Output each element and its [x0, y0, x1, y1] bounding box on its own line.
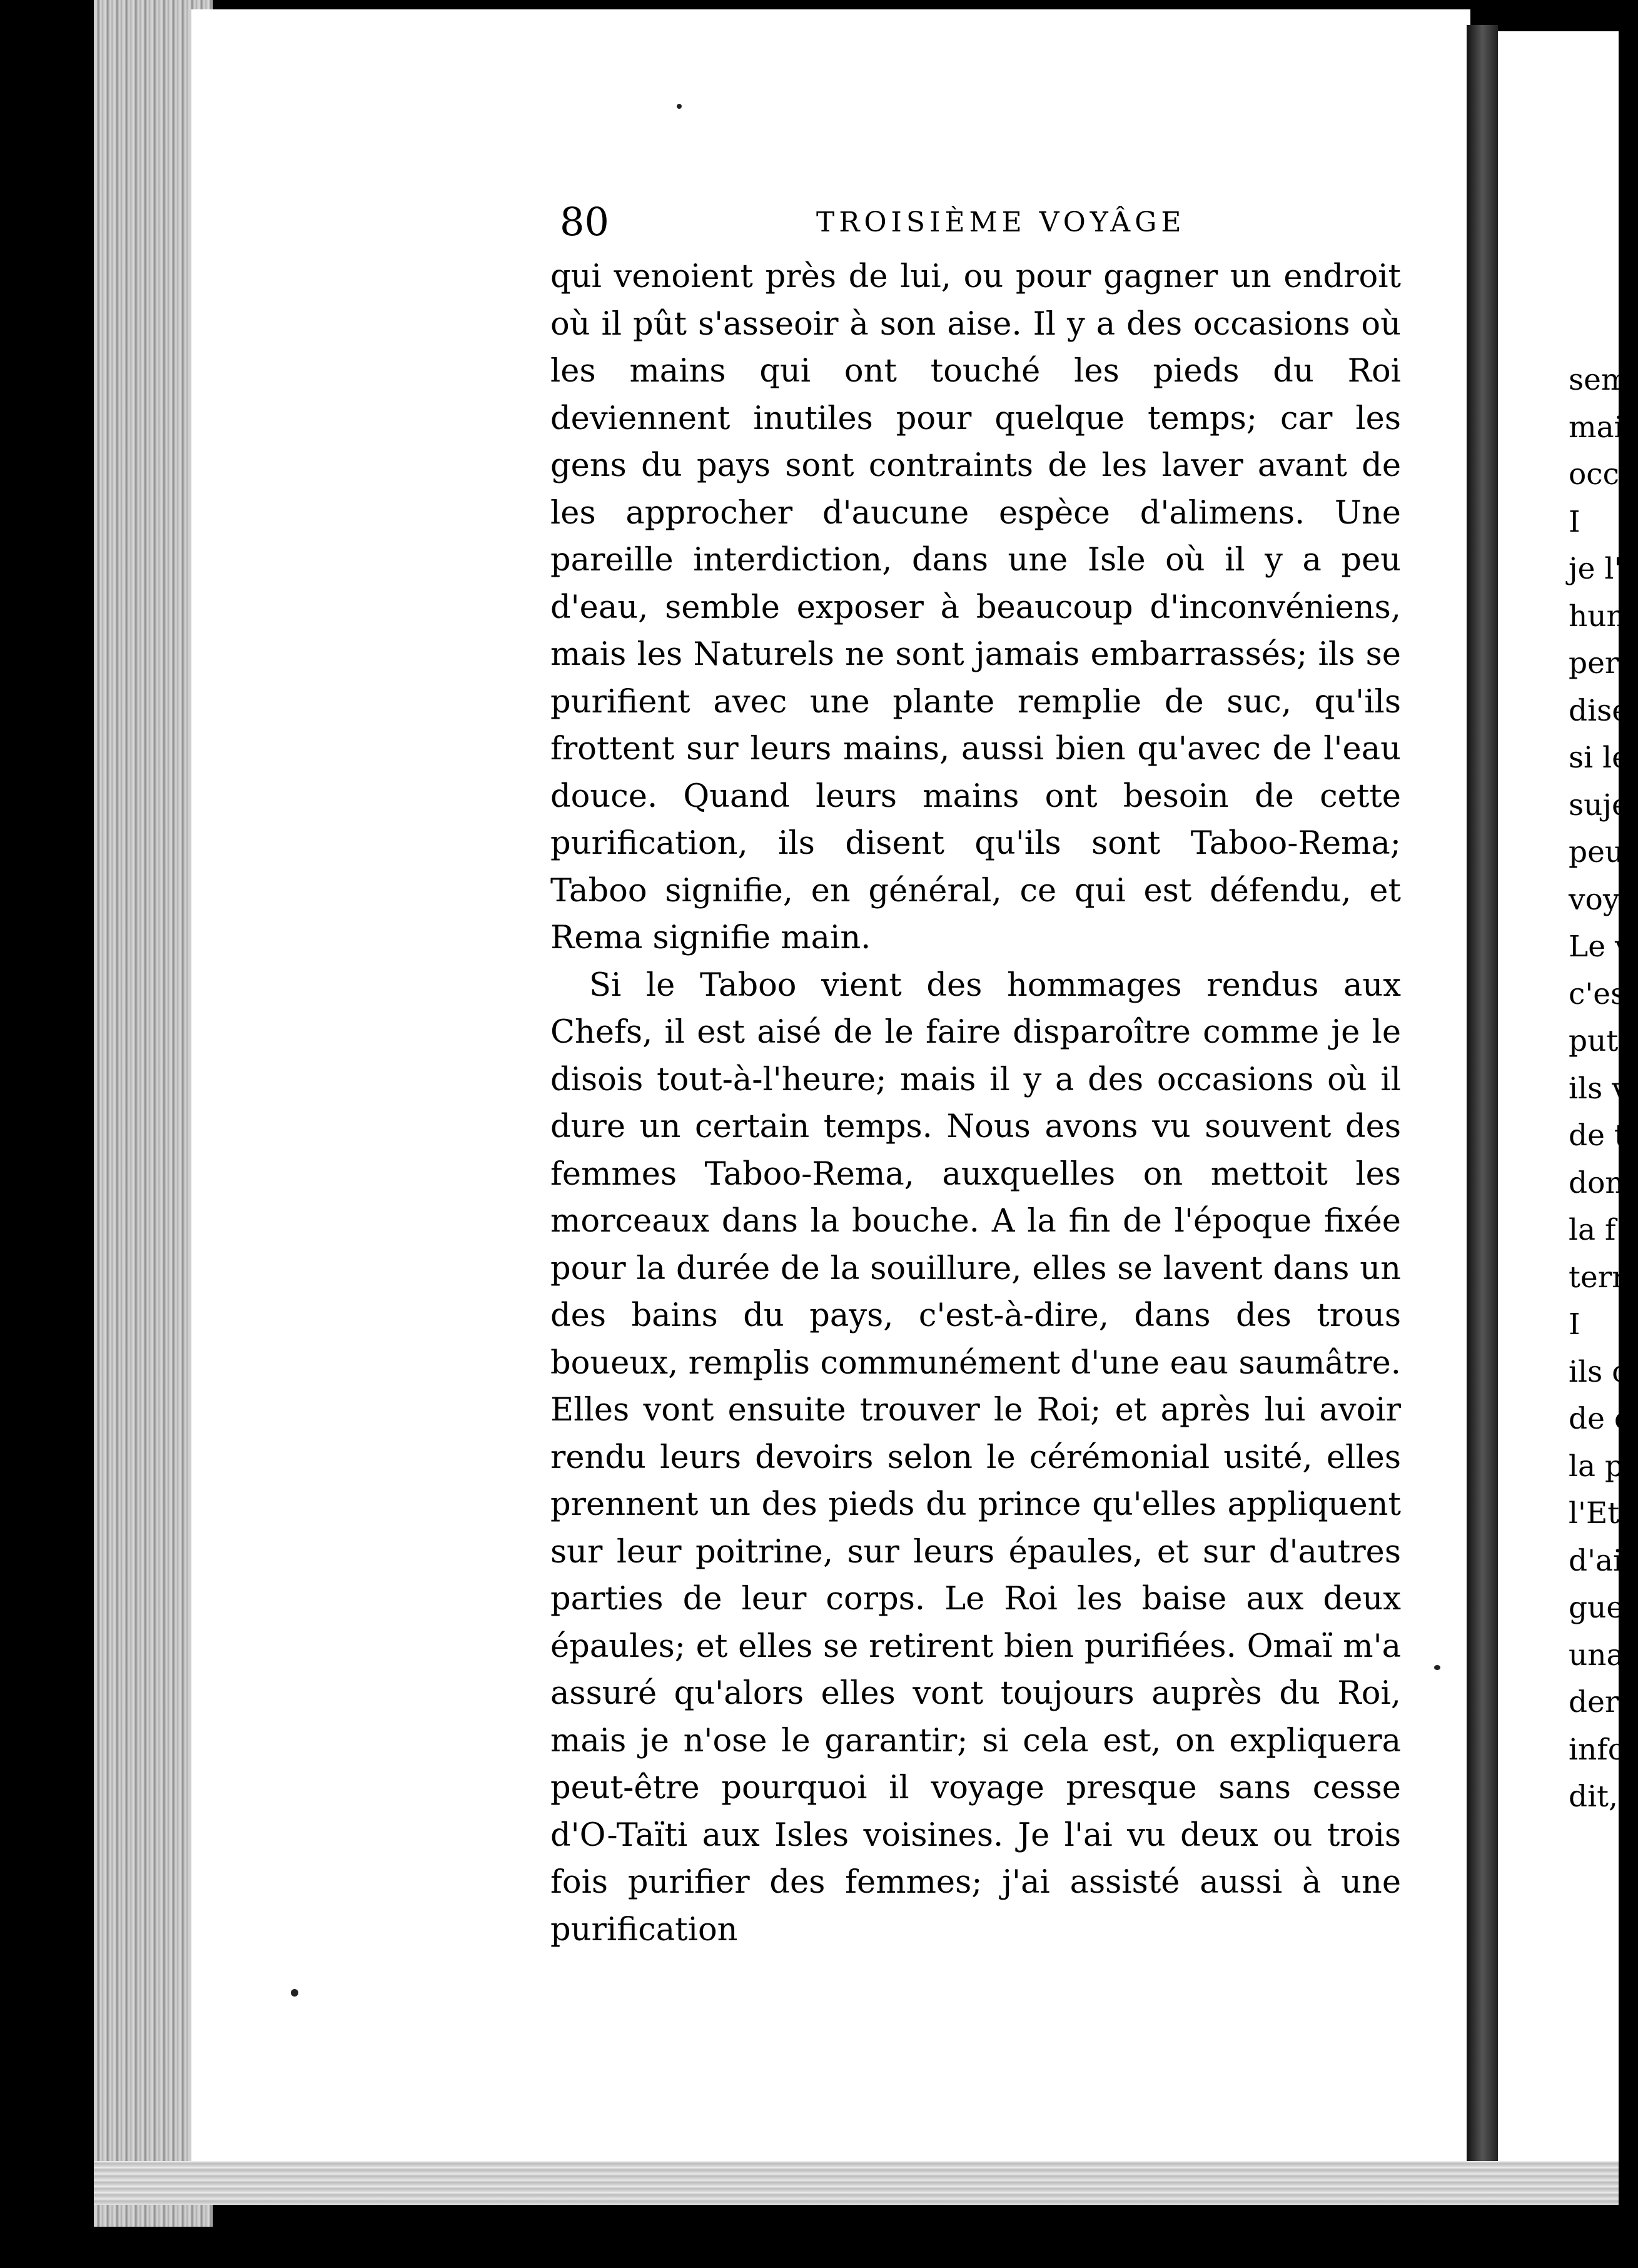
facing-page-line: Le v [1569, 929, 1632, 964]
facing-page-line: dit, [1569, 1779, 1618, 1814]
facing-page-line: c'es [1569, 976, 1626, 1011]
facing-page-line: de t [1569, 1118, 1626, 1153]
facing-page-line: info [1569, 1732, 1625, 1767]
facing-page-line: peu [1569, 835, 1624, 869]
facing-page-line: dise [1569, 693, 1630, 728]
facing-page-line: I [1569, 504, 1580, 539]
facing-page-line: voy [1569, 882, 1620, 917]
facing-page-line: una [1569, 1638, 1624, 1673]
facing-page-line: sem [1569, 363, 1629, 397]
facing-page-line: l'Eta [1569, 1496, 1637, 1531]
running-head: TROISIÈME VOYÂGE [816, 206, 1186, 238]
facing-page-text [1569, 357, 1638, 1821]
facing-page-line: hun [1569, 599, 1625, 634]
print-speck [677, 104, 682, 109]
paragraph-1: qui venoient près de lui, ou pour gagner un endroit où il pût s'asseoir à son aise. Il y a des occasions où les mains qui ont touché les pieds du Roi deviennent inutiles pour quelque temps; car les gens du pays sont contraints de les laver avant de les approcher d'aucune espèce d'alimens. Une pareille interdiction, dans une Isle où il y a peu d'eau, semble exposer à beaucoup d'inconvéniens, mais les Naturels ne sont jamais embarrassés; ils se purifient avec une plante remplie de suc, qu'ils frottent sur leurs mains, aussi bien qu'avec de l'eau douce. Quand leurs mains ont besoin de cette purification, ils disent qu'ils sont Taboo-Rema; Taboo signifie, en général, ce qui est défendu, et Rema signifie main. [550, 258, 1401, 956]
facing-page-line: terr [1569, 1260, 1626, 1295]
facing-page-line: la p [1569, 1449, 1624, 1484]
facing-page-line: put [1569, 1024, 1619, 1058]
print-speck [1434, 1665, 1440, 1670]
facing-page-line: occ [1569, 457, 1619, 492]
book-gutter [1467, 25, 1498, 2177]
facing-page-line: la f [1569, 1213, 1616, 1247]
facing-page-line: don [1569, 1165, 1624, 1200]
print-speck [291, 1989, 298, 1997]
page-number: 80 [560, 199, 609, 245]
body-text [550, 253, 1401, 1953]
facing-page-line: guer [1569, 1591, 1638, 1625]
facing-page-line: per [1569, 646, 1619, 681]
paragraph-2: Si le Taboo vient des hommages rendus aux Chefs, il est aisé de le faire disparoître comme je le disois tout-à-l'heure; mais il y a des occasions où il dure un certain temps. Nous avons vu souvent des femmes Taboo-Rema, auxquelles on mettoit les morceaux dans la bouche. A la fin de l'époque fixée pour la durée de la souillure, elles se lavent dans un des bains du pays, c'est-à-dire, dans des trous boueux, remplis communément d'une eau saumâtre. Elles vont ensuite trouver le Roi; et après lui avoir rendu leurs devoirs selon le cérémonial usité, elles prennent un des pieds du prince qu'elles appliquent sur leur poitrine, sur leurs épaules, et sur d'autres parties de leur corps. Le Roi les baise aux deux épaules; et elles se retirent bien purifiées. Omaï m'a assuré qu'alors elles vont toujours auprès du Roi, mais je n'ose le garantir; si cela est, on expliquera peut-être pourquoi il voyage presque sans cesse d'O-Taïti aux Isles voisines. Je l'ai vu deux ou trois fois purifier des femmes; j'ai assisté aussi à une purification [550, 966, 1401, 1948]
facing-page-line: je l' [1569, 552, 1622, 586]
facing-page-line: ils c [1569, 1354, 1629, 1389]
facing-page-line: I [1569, 1307, 1580, 1342]
facing-page-line: d'ai [1569, 1543, 1623, 1578]
facing-page-line: de c [1569, 1402, 1631, 1436]
facing-page-line: suje [1569, 787, 1629, 823]
book-bottom-edge [94, 2161, 1619, 2205]
facing-page-line: derr [1569, 1685, 1633, 1719]
facing-page-line: si le [1569, 741, 1629, 775]
facing-page-line: mai [1569, 410, 1624, 445]
page-header [560, 199, 1423, 255]
facing-page-line: ils v [1569, 1071, 1629, 1106]
